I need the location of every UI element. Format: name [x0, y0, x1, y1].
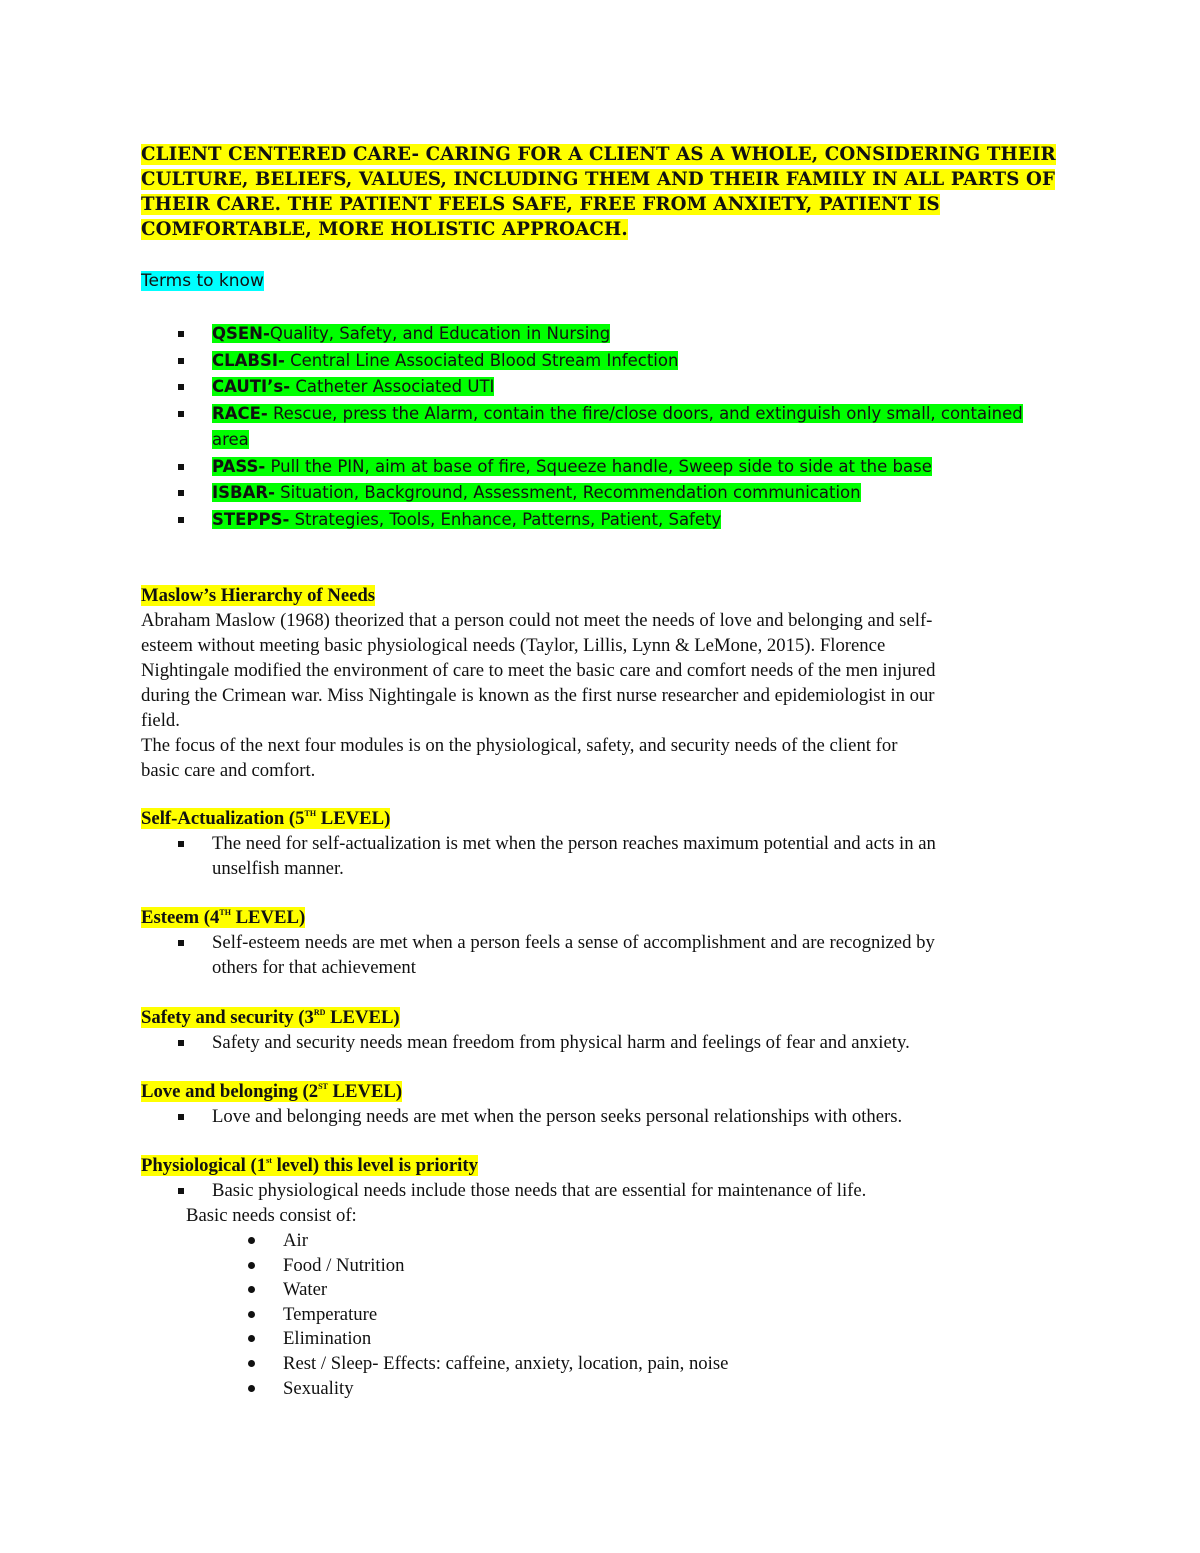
basic-need-text: Rest / Sleep- Effects: caffeine, anxiety, location, pain, noise — [283, 1352, 729, 1374]
level-heading — [141, 806, 1071, 831]
term-name: QSEN- — [212, 324, 270, 343]
term-name: RACE- — [212, 403, 268, 423]
level-heading — [141, 1153, 1071, 1178]
level-ordinal-suffix: ST — [318, 1082, 328, 1091]
level-bullet — [176, 930, 1056, 980]
level-heading-text: Esteem (4 — [141, 907, 220, 928]
term-item — [176, 480, 1076, 507]
level-bullet-text: Love and belonging needs are met when the person seeks personal relationships with others. — [212, 1106, 903, 1127]
maslow-heading: Maslow’s Hierarchy of Needs — [141, 585, 376, 606]
level-ordinal-suffix: st — [266, 1156, 272, 1165]
maslow-focus-line: The focus of the next four modules is on the physiological, safety, and security needs of the client for — [141, 735, 898, 756]
client-centered-care-intro — [141, 142, 1071, 242]
square-bullet-icon — [178, 1040, 184, 1046]
term-item — [176, 401, 1076, 454]
basic-need-text: Food / Nutrition — [283, 1254, 405, 1276]
level-heading-text: level) this level is priority — [271, 1155, 478, 1176]
term-item — [176, 507, 1076, 534]
level-heading — [141, 1005, 1071, 1030]
term-definition: Quality, Safety, and Education in Nursing — [269, 324, 611, 343]
level-heading-text: LEVEL) — [325, 1007, 400, 1028]
maslow-section — [141, 583, 1071, 783]
term-name: STEPPS- — [212, 509, 290, 529]
level-bullet — [176, 1104, 1056, 1129]
term-item — [176, 348, 1076, 375]
round-bullet-icon — [248, 1237, 255, 1244]
list-item — [246, 1326, 728, 1351]
terms-list — [176, 321, 1076, 533]
term-item — [176, 321, 1076, 348]
basic-need-text: Water — [283, 1279, 328, 1301]
level-heading-text: LEVEL) — [316, 808, 391, 829]
square-bullet-icon — [178, 517, 184, 523]
term-name: ISBAR- — [212, 483, 275, 502]
square-bullet-icon — [178, 940, 184, 946]
round-bullet-icon — [248, 1286, 255, 1293]
level-heading — [141, 905, 1071, 930]
level-heading-text: Physiological (1 — [141, 1155, 267, 1176]
square-bullet-icon — [178, 1114, 184, 1120]
term-definition: Catheter Associated UTI — [290, 377, 495, 396]
level-ordinal-suffix: TH — [304, 809, 317, 818]
level-bullet-text: The need for self-actualization is met when the person reaches maximum potential and acts in an — [212, 833, 936, 854]
level-heading-text: LEVEL) — [327, 1081, 403, 1102]
intro-line-3: THEIR CARE. THE PATIENT FEELS SAFE, FREE FROM ANXIETY, PATIENT IS — [141, 194, 940, 215]
terms-heading — [141, 269, 264, 294]
intro-line-1: CLIENT CENTERED CARE- CARING FOR A CLIENT AS A WHOLE, CONSIDERING THEIR — [141, 144, 1056, 165]
intro-line-4: COMFORTABLE, MORE HOLISTIC APPROACH. — [141, 219, 628, 240]
level-bullet-text: Self-esteem needs are met when a person feels a sense of accomplishment and are recognized by — [212, 932, 935, 953]
square-bullet-icon — [178, 358, 184, 364]
level-bullet-text: Safety and security needs mean freedom from physical harm and feelings of fear and anxiety. — [212, 1032, 910, 1053]
level-bullet — [176, 1178, 1056, 1203]
square-bullet-icon — [178, 490, 184, 496]
level-bullet-text: others for that achievement — [212, 957, 416, 978]
maslow-paragraph-line: field. — [141, 710, 180, 731]
level-heading-text: Love and belonging (2 — [141, 1081, 319, 1102]
level-ordinal-suffix: TH — [219, 908, 231, 917]
square-bullet-icon — [178, 331, 184, 337]
square-bullet-icon — [178, 384, 184, 390]
round-bullet-icon — [248, 1335, 255, 1342]
maslow-paragraph-line: Nightingale modified the environment of care to meet the basic care and comfort needs of the men injured — [141, 660, 936, 681]
level-bullet — [176, 1030, 1056, 1055]
maslow-paragraph-line: Abraham Maslow (1968) theorized that a person could not meet the needs of love and belonging and self- — [141, 610, 933, 631]
terms-heading-text: Terms to know — [141, 271, 264, 291]
level-bullet-text: unselfish manner. — [212, 858, 344, 879]
list-item — [246, 1351, 728, 1376]
level-ordinal-suffix: RD — [313, 1008, 326, 1017]
level-heading — [141, 1079, 1071, 1104]
maslow-paragraph-line: during the Crimean war. Miss Nightingale is known as the first nurse researcher and epidemiologist in our — [141, 685, 935, 706]
term-definition: Pull the PIN, aim at base of fire, Squeeze handle, Sweep side to side at the base — [265, 456, 932, 476]
term-definition: Rescue, press the Alarm, contain the fire/close doors, and extinguish only small, contained — [267, 403, 1023, 423]
maslow-paragraph-line: esteem without meeting basic physiological needs (Taylor, Lillis, Lynn & LeMone, 2015). Florence — [141, 635, 886, 656]
basic-need-text: Sexuality — [283, 1377, 354, 1399]
round-bullet-icon — [248, 1385, 255, 1392]
term-definition: Strategies, Tools, Enhance, Patterns, Patient, Safety — [289, 509, 722, 529]
round-bullet-icon — [248, 1360, 255, 1367]
level-bullet — [176, 831, 1056, 881]
term-name: PASS- — [212, 456, 266, 476]
term-definition: Central Line Associated Blood Stream Infection — [284, 350, 679, 370]
term-item — [176, 374, 1076, 401]
square-bullet-icon — [178, 464, 184, 470]
intro-line-2: CULTURE, BELIEFS, VALUES, INCLUDING THEM AND THEIR FAMILY IN ALL PARTS OF — [141, 169, 1056, 190]
level-heading-text: Safety and security (3 — [141, 1007, 314, 1028]
square-bullet-icon — [178, 1188, 184, 1194]
maslow-focus-line: basic care and comfort. — [141, 760, 316, 781]
term-name: CLABSI- — [212, 350, 285, 370]
term-definition-continued: area — [212, 430, 249, 449]
square-bullet-icon — [178, 841, 184, 847]
level-heading-text: Self-Actualization (5 — [141, 808, 305, 829]
basic-need-text: Elimination — [283, 1328, 372, 1350]
level-bullet-text: Basic physiological needs include those needs that are essential for maintenance of life. — [212, 1180, 867, 1201]
basic-needs-list — [246, 1228, 728, 1400]
list-item — [246, 1302, 728, 1327]
term-item — [176, 454, 1076, 481]
term-name: CAUTI’s- — [212, 377, 291, 396]
list-item — [246, 1253, 728, 1278]
basic-need-text: Air — [283, 1230, 308, 1251]
list-item — [246, 1376, 728, 1401]
basic-need-text: Temperature — [283, 1303, 378, 1325]
basic-needs-intro: Basic needs consist of: — [186, 1205, 357, 1226]
square-bullet-icon — [178, 411, 184, 417]
list-item — [246, 1228, 728, 1253]
round-bullet-icon — [248, 1311, 255, 1318]
round-bullet-icon — [248, 1262, 255, 1269]
list-item — [246, 1277, 728, 1302]
term-definition: Situation, Background, Assessment, Recommendation communication — [274, 483, 861, 502]
level-heading-text: LEVEL) — [230, 907, 306, 928]
